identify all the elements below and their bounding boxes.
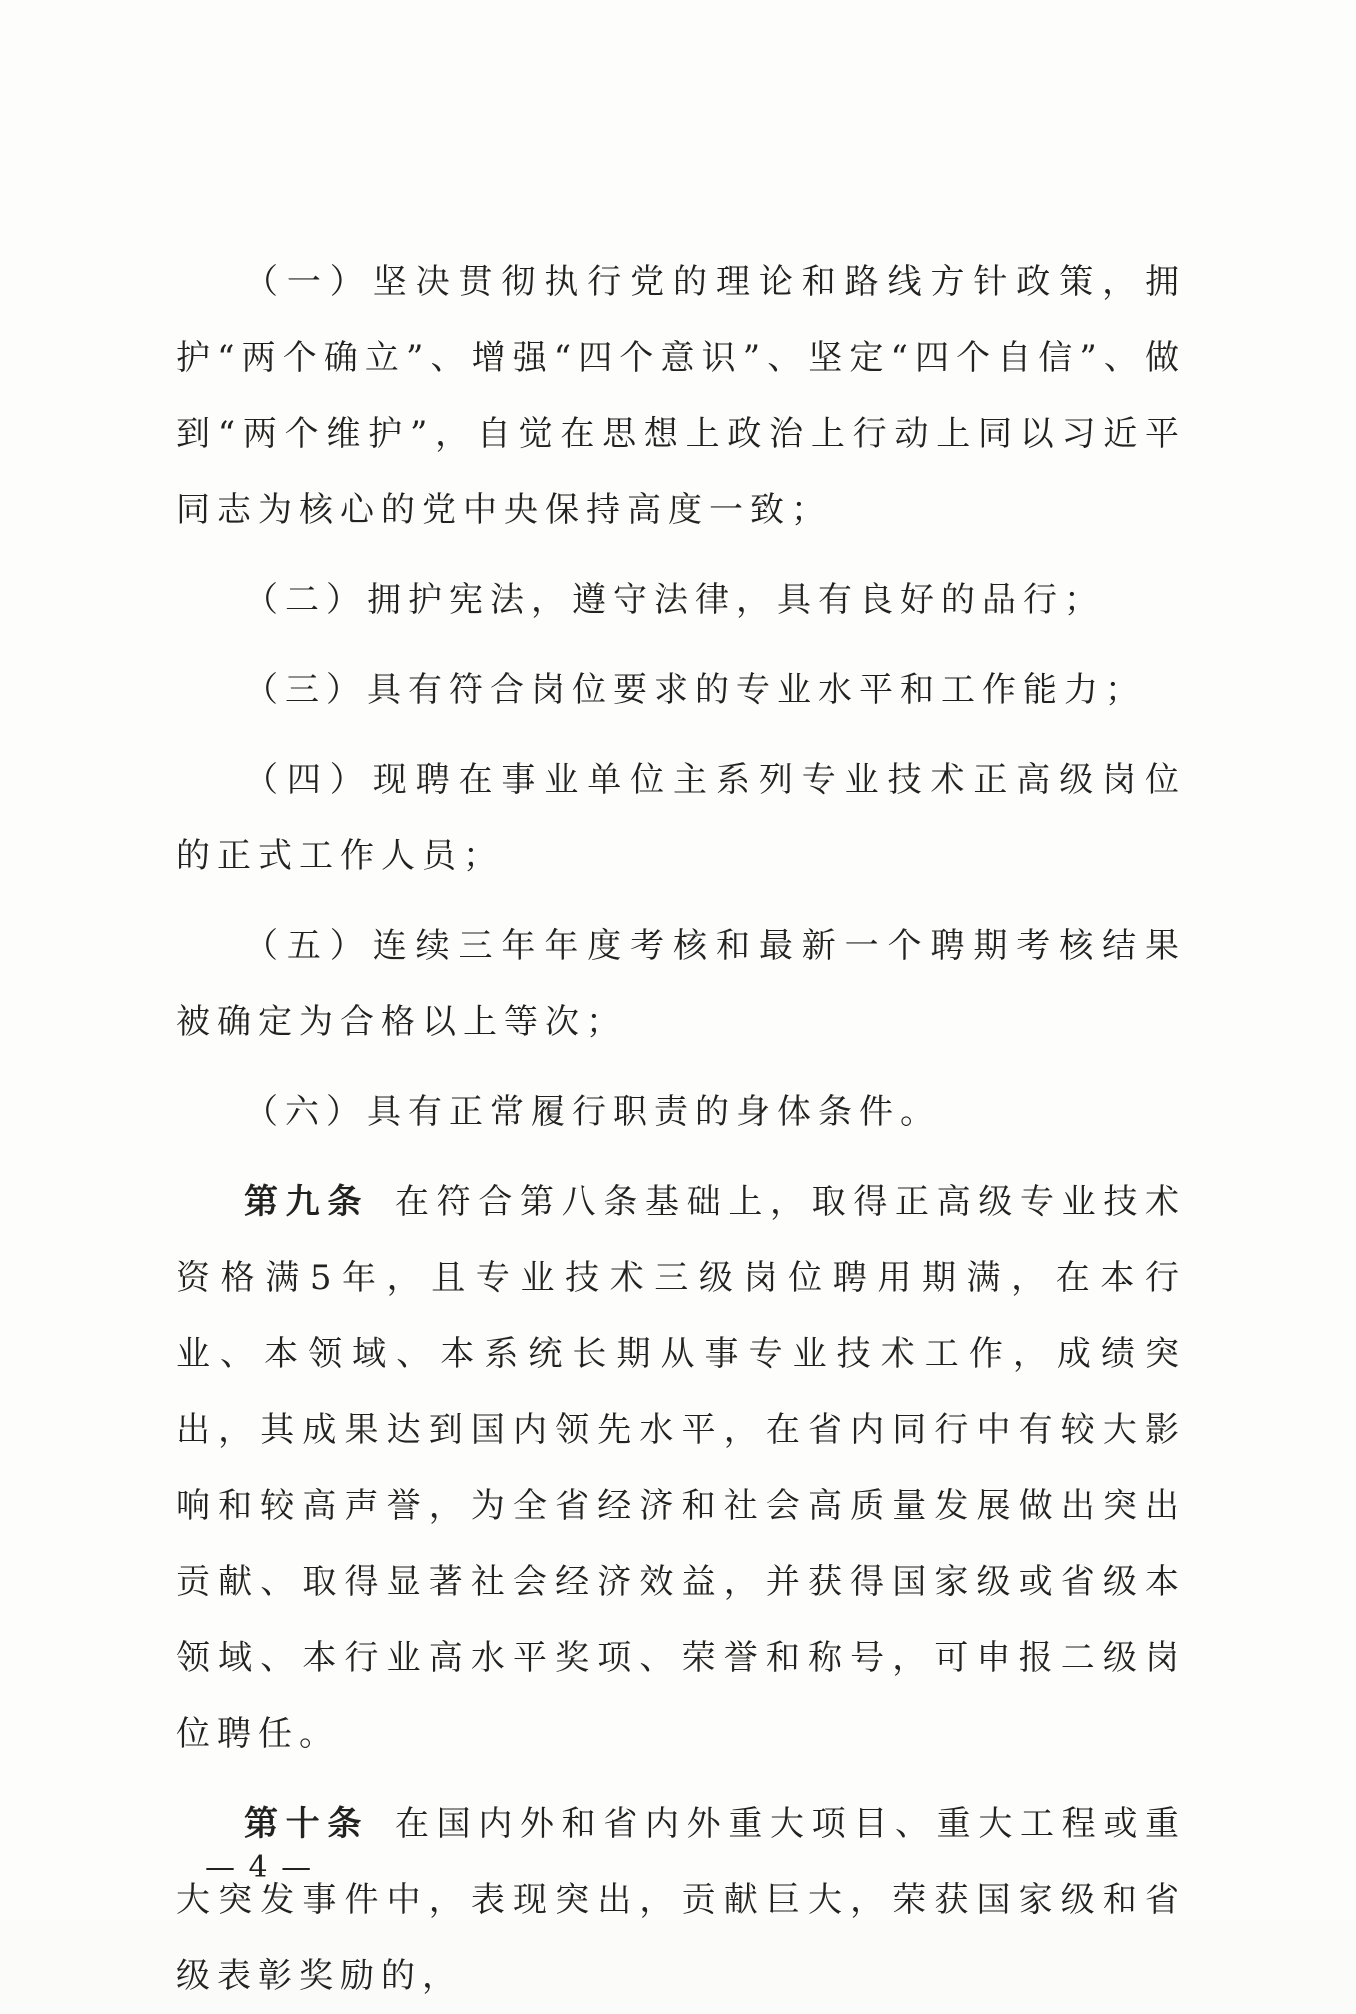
paragraph-text: （一）坚决贯彻执行党的理论和路线方针政策，拥护“两个确立”、增强“四个意识”、坚定“四个自信”、做到“两个维护”，自觉在思想上政治上行动上同以习近平同志为核心的党中央保持高度一致；	[176, 262, 1186, 530]
paragraph-text: （六）具有正常履行职责的身体条件。	[244, 1092, 941, 1132]
paragraph-condition-5	[176, 908, 1186, 1060]
paragraph-text: （三）具有符合岗位要求的专业水平和工作能力；	[244, 670, 1146, 710]
paragraph-condition-2	[176, 562, 1186, 638]
paragraph-text: （二）拥护宪法，遵守法律，具有良好的品行；	[244, 580, 1105, 620]
paragraph-article-10	[176, 1786, 1186, 2014]
paragraph-text: 在国内外和省内外重大项目、重大工程或重大突发事件中，表现突出，贡献巨大，荣获国家级和省级表彰奖励的，	[176, 1804, 1186, 1996]
paragraph-condition-6	[176, 1074, 1186, 1150]
paragraph-condition-1	[176, 244, 1186, 548]
paragraph-text: 在符合第八条基础上，取得正高级专业技术资格满5年，且专业技术三级岗位聘用期满，在本行业、本领域、本系统长期从事专业技术工作，成绩突出，其成果达到国内领先水平，在省内同行中有较大影响和较高声誉，为全省经济和社会高质量发展做出突出贡献、取得显著社会经济效益，并获得国家级或省级本领域、本行业高水平奖项、荣誉和称号，可申报二级岗位聘任。	[176, 1182, 1186, 1754]
paragraph-article-9	[176, 1164, 1186, 1772]
article-label: 第九条	[244, 1182, 369, 1222]
paragraph-condition-3	[176, 652, 1186, 728]
paragraph-condition-4	[176, 742, 1186, 894]
page-number: — 4 —	[205, 1850, 314, 1885]
paragraph-text: （四）现聘在事业单位主系列专业技术正高级岗位的正式工作人员；	[176, 760, 1186, 876]
article-label: 第十条	[244, 1804, 369, 1844]
document-body	[176, 244, 1186, 2014]
paragraph-text: （五）连续三年年度考核和最新一个聘期考核结果被确定为合格以上等次；	[176, 926, 1186, 1042]
